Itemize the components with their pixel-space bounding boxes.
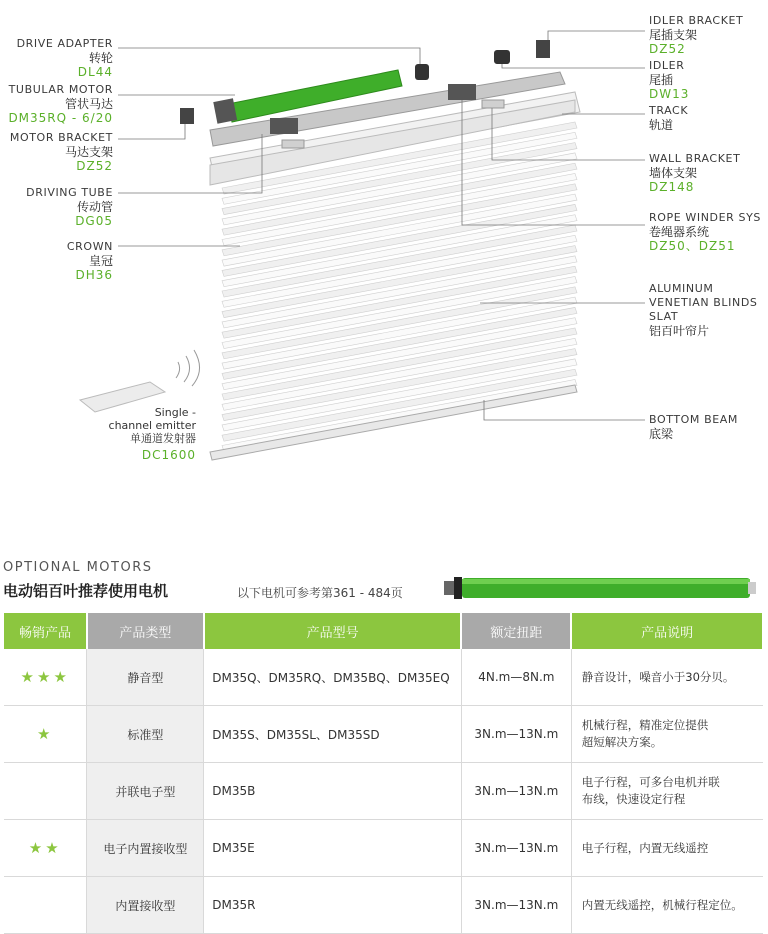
track-cn: 轨道 (649, 118, 674, 132)
slat-en-1: ALUMINUM (649, 282, 714, 295)
idler-bracket-cn: 尾插支架 (649, 28, 698, 42)
label-tubular-motor (0, 83, 113, 125)
label-track (649, 104, 767, 132)
table-header-row (4, 613, 763, 649)
crown-en: CROWN (66, 240, 113, 253)
product-model: DM35R (204, 877, 462, 934)
header-type: 产品类型 (87, 613, 204, 649)
table-row (4, 763, 763, 820)
product-type: 并联电子型 (87, 763, 204, 820)
reference-note: 以下电机可参考第361 - 484页 (237, 586, 403, 600)
desc-line: 静音设计，噪音小于30分贝。 (581, 669, 735, 684)
table-row (4, 820, 763, 877)
product-type: 标准型 (87, 706, 204, 763)
rope-winder-en: ROPE WINDER SYS (649, 211, 761, 224)
wall-bracket-en: WALL BRACKET (649, 152, 741, 165)
star-rating: ★ (4, 706, 87, 763)
rated-torque: 4N.m—8N.m (461, 649, 571, 706)
product-model: DM35Q、DM35RQ、DM35BQ、DM35EQ (204, 649, 462, 706)
rated-torque: 3N.m—13N.m (461, 820, 571, 877)
idler-bracket-code: DZ52 (649, 42, 686, 56)
rope-winder-cn: 卷绳器系统 (649, 225, 710, 239)
track-en: TRACK (649, 104, 689, 117)
star-rating: ★★★ (4, 649, 87, 706)
table-row (4, 877, 763, 934)
table-row (4, 649, 763, 706)
tubular-motor-cn: 管状马达 (64, 97, 113, 111)
rope-winder-code: DZ50、DZ51 (649, 239, 736, 253)
label-crown (0, 240, 113, 282)
driving-tube-cn: 传动管 (76, 200, 113, 214)
slat-en-2: VENETIAN BLINDS (649, 296, 758, 309)
idler-en: IDLER (649, 59, 685, 72)
product-description (571, 820, 763, 877)
driving-tube-en: DRIVING TUBE (26, 186, 113, 199)
drive-adapter-en: DRIVE ADAPTER (16, 37, 113, 50)
wall-bracket-cn: 墙体支架 (649, 166, 698, 180)
rated-torque: 3N.m—13N.m (461, 763, 571, 820)
idler (494, 50, 510, 64)
product-model: DM35S、DM35SL、DM35SD (204, 706, 462, 763)
label-drive-adapter (5, 37, 113, 79)
label-rope-winder (649, 211, 767, 253)
label-driving-tube (0, 186, 113, 228)
tubular-motor-en: TUBULAR MOTOR (8, 83, 113, 96)
drive-adapter (415, 64, 429, 80)
rated-torque: 3N.m—13N.m (461, 706, 571, 763)
wall-bracket-1 (282, 140, 304, 148)
motor-bracket (180, 108, 194, 124)
driving-tube-code: DG05 (75, 214, 113, 228)
optional-motors-cn-title: 电动铝百叶推荐使用电机 (3, 582, 169, 600)
desc-line: 内置无线遥控，机械行程定位。 (581, 897, 743, 912)
idler-cn: 尾插 (649, 73, 674, 87)
rated-torque: 3N.m—13N.m (461, 877, 571, 934)
rope-winder-2 (448, 84, 476, 100)
bottom-beam-en: BOTTOM BEAM (649, 413, 739, 426)
product-description (571, 877, 763, 934)
label-idler (649, 59, 767, 101)
desc-line: 布线，快速设定行程 (581, 792, 686, 806)
emitter-line1: Single - (154, 406, 196, 419)
star-rating: ★★ (4, 820, 87, 877)
desc-line: 电子行程，可多台电机并联 (581, 775, 720, 789)
wall-bracket-2 (482, 100, 504, 108)
label-aluminum-slat (649, 282, 767, 338)
header-description: 产品说明 (571, 613, 763, 649)
emitter-code: DC1600 (141, 448, 196, 462)
header-model: 产品型号 (204, 613, 462, 649)
motor-bracket-code: DZ52 (76, 159, 113, 173)
motor-spec-table (4, 613, 764, 934)
tubular-motor-code: DM35RQ - 6/20 (8, 111, 113, 125)
wall-bracket-code: DZ148 (649, 180, 695, 194)
product-description (571, 763, 763, 820)
product-type: 电子内置接收型 (87, 820, 204, 877)
label-idler-bracket (649, 14, 767, 56)
idler-code: DW13 (649, 87, 690, 101)
product-description (571, 706, 763, 763)
emitter-line2: channel emitter (108, 419, 196, 432)
motor-head (213, 98, 237, 123)
rope-winder-1 (270, 118, 298, 134)
desc-line: 电子行程，内置无线遥控 (581, 840, 709, 855)
label-motor-bracket (0, 131, 113, 173)
idler-bracket-en: IDLER BRACKET (649, 14, 744, 27)
motor-bracket-cn: 马达支架 (64, 145, 113, 159)
star-rating (4, 763, 87, 820)
product-type: 内置接收型 (87, 877, 204, 934)
desc-line: 超短解决方案。 (581, 735, 663, 749)
product-model: DM35B (204, 763, 462, 820)
motor-bracket-en: MOTOR BRACKET (9, 131, 113, 144)
desc-line: 机械行程，精准定位提供 (581, 718, 709, 732)
idler-bracket (536, 40, 550, 58)
product-description (571, 649, 763, 706)
table-row (4, 706, 763, 763)
signal-waves-icon (176, 350, 200, 386)
crown-code: DH36 (75, 268, 113, 282)
emitter-cn: 单通道发射器 (130, 432, 196, 445)
optional-motors-title: OPTIONAL MOTORS (3, 560, 153, 575)
label-bottom-beam (649, 413, 767, 441)
header-torque: 额定扭距 (461, 613, 571, 649)
label-wall-bracket (649, 152, 767, 194)
slat-cn: 铝百叶帘片 (649, 324, 710, 338)
emitter-label (100, 406, 196, 462)
slat-en-3: SLAT (649, 310, 679, 323)
star-rating (4, 877, 87, 934)
motor-image (430, 565, 765, 610)
product-type: 静音型 (87, 649, 204, 706)
header-bestseller: 畅销产品 (4, 613, 87, 649)
product-model: DM35E (204, 820, 462, 877)
crown-cn: 皇冠 (88, 254, 113, 268)
drive-adapter-code: DL44 (77, 65, 113, 79)
bottom-beam-cn: 底梁 (649, 427, 674, 441)
drive-adapter-cn: 转轮 (88, 51, 113, 65)
